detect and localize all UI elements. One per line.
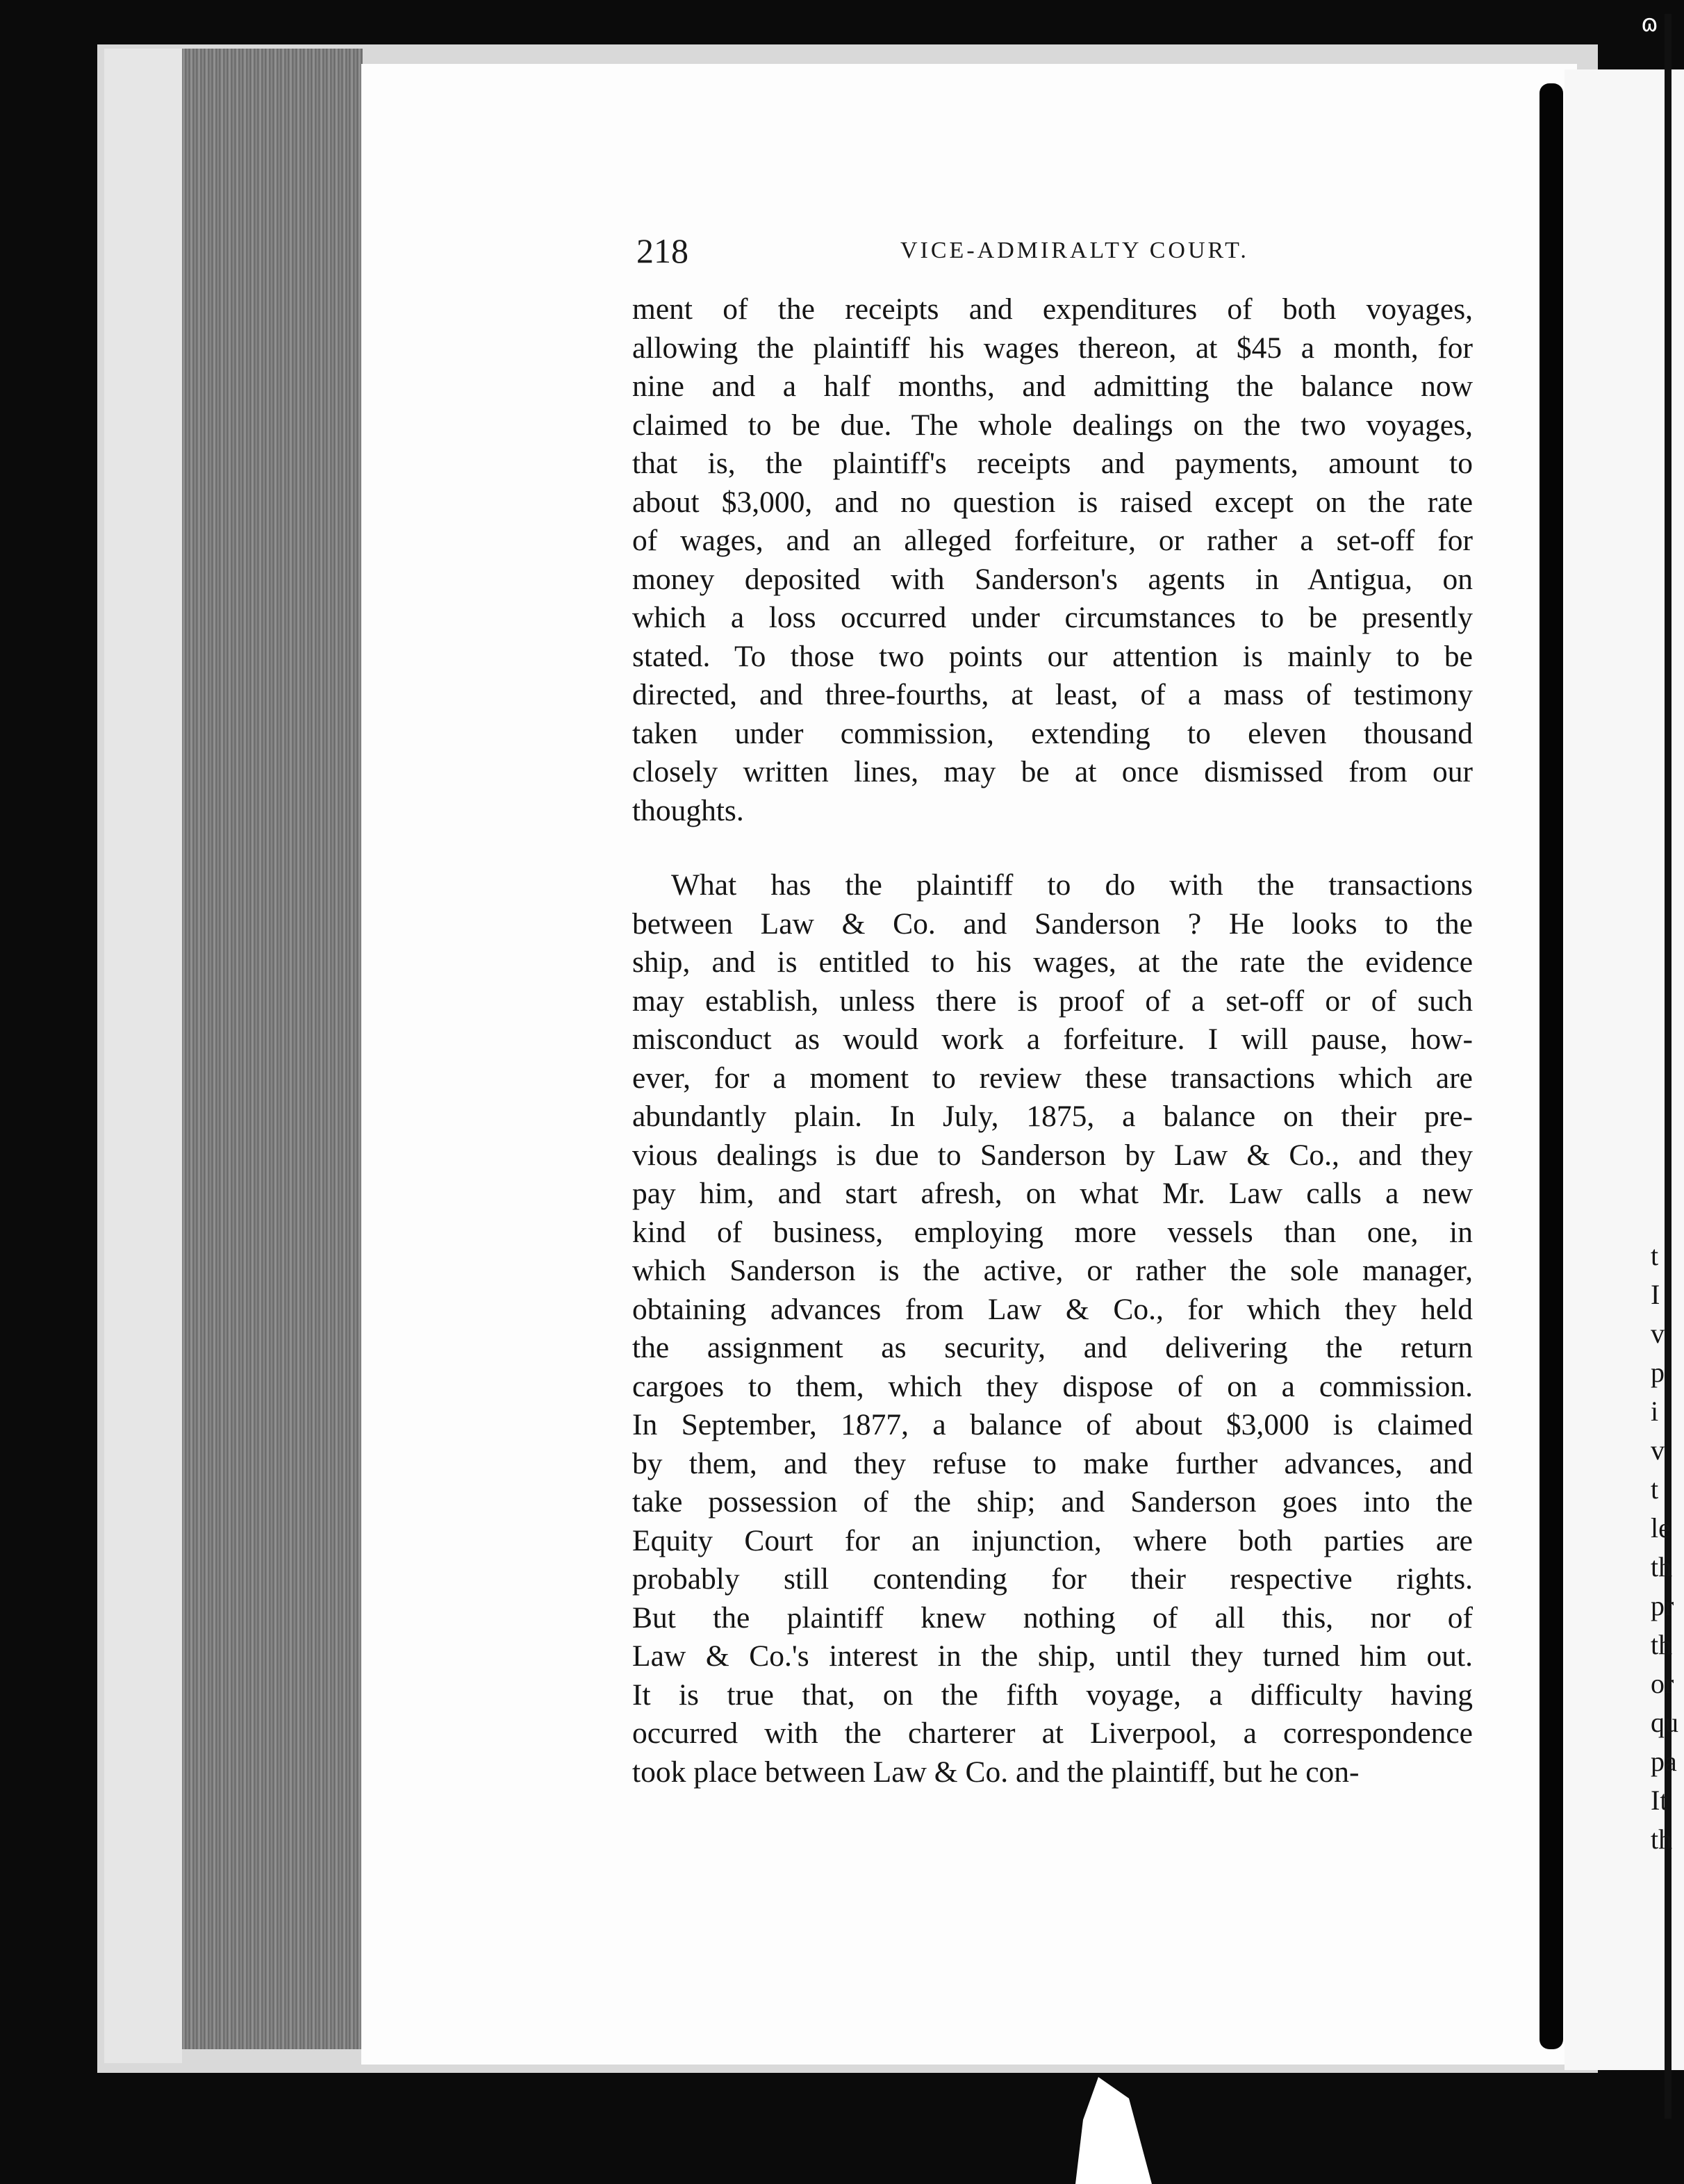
facing-page-fragment: th — [1651, 1823, 1673, 1855]
facing-page-fragment: v — [1651, 1318, 1665, 1349]
text-line: ship, and is entitled to his wages, at the rate the evidence — [632, 945, 1473, 979]
running-head — [636, 231, 1470, 272]
text-line: that is, the plaintiff's receipts and payments, amount to — [632, 447, 1473, 480]
body-text — [632, 290, 1473, 1792]
facing-page-fragment: pa — [1651, 1746, 1677, 1777]
text-line: take possession of the ship; and Sanderson goes into the — [632, 1485, 1473, 1519]
page-stack-edges — [182, 49, 363, 2049]
text-line: closely written lines, may be at once dismissed from our — [632, 755, 1473, 788]
text-line: which Sanderson is the active, or rather the sole manager, — [632, 1254, 1473, 1287]
paragraph-2 — [632, 866, 1473, 1792]
facing-page-fragment: le — [1651, 1512, 1671, 1544]
text-line: Equity Court for an injunction, where both parties are — [632, 1523, 1473, 1557]
text-line: the assignment as security, and delivering the return — [632, 1331, 1473, 1364]
text-line: pay him, and start afresh, on what Mr. Law calls a new — [632, 1177, 1473, 1210]
facing-page-fragment: v — [1651, 1434, 1665, 1466]
text-line: allowing the plaintiff his wages thereon, at $45 a month, for — [632, 331, 1473, 365]
text-line: ment of the receipts and expenditures of both voyages, — [632, 292, 1473, 326]
text-line: taken under commission, extending to eleven thousand — [632, 716, 1473, 750]
text-line: It is true that, on the fifth voyage, a difficulty having — [632, 1678, 1473, 1712]
facing-page-fragment: th — [1651, 1629, 1673, 1660]
facing-page-fragment: t — [1651, 1240, 1659, 1271]
text-line: stated. To those two points our attention is mainly to be — [632, 639, 1473, 673]
facing-page-fragment: t — [1651, 1473, 1659, 1505]
facing-page-fragment: pr — [1651, 1590, 1674, 1621]
text-line: In September, 1877, a balance of about $3,000 is claimed — [632, 1408, 1473, 1441]
facing-page-fragment: th — [1651, 1551, 1673, 1582]
text-line: directed, and three-fourths, at least, of a mass of testimony — [632, 678, 1473, 711]
paragraph-gap — [632, 830, 1473, 866]
text-line: obtaining advances from Law & Co., for which they held — [632, 1292, 1473, 1326]
text-line: ever, for a moment to review these transactions which are — [632, 1061, 1473, 1095]
text-line: claimed to be due. The whole dealings on the two voyages, — [632, 408, 1473, 442]
text-line: vious dealings is due to Sanderson by Law & Co., and they — [632, 1138, 1473, 1172]
text-line: about $3,000, and no question is raised except on the rate — [632, 485, 1473, 519]
text-line: of wages, and an alleged forfeiture, or rather a set-off for — [632, 524, 1473, 557]
facing-page-fragment: i — [1651, 1396, 1659, 1427]
paragraph-1 — [632, 290, 1473, 830]
text-line: nine and a half months, and admitting the balance now — [632, 370, 1473, 403]
book-gutter — [1539, 83, 1563, 2049]
scan-corner-mark: ɷ — [1641, 10, 1658, 38]
book-edge-light — [104, 49, 182, 2063]
page-number: 218 — [636, 231, 688, 270]
text-line: Law & Co.'s interest in the ship, until they turned him out. — [632, 1639, 1473, 1673]
facing-page-fragment: qu — [1651, 1707, 1678, 1738]
facing-page-fragment: p — [1651, 1357, 1665, 1388]
facing-page-fragment: I — [1651, 1279, 1660, 1310]
text-line: thoughts. — [632, 793, 744, 827]
text-line: But the plaintiff knew nothing of all this, nor of — [632, 1600, 1473, 1635]
text-line: kind of business, employing more vessels than one, in — [632, 1215, 1473, 1249]
text-line: money deposited with Sanderson's agents in Antigua, on — [632, 562, 1473, 596]
text-line: may establish, unless there is proof of a set-off or of such — [632, 984, 1473, 1018]
text-line: What has the plaintiff to do with the transactions — [671, 868, 1473, 902]
running-head-title: VICE-ADMIRALTY COURT. — [900, 238, 1249, 263]
facing-page-fragment: It — [1651, 1785, 1668, 1816]
text-line: by them, and they refuse to make further advances, and — [632, 1446, 1473, 1480]
scan-artifact — [1075, 2077, 1152, 2184]
facing-page-fragment: or — [1651, 1668, 1674, 1699]
text-line: abundantly plain. In July, 1875, a balance on their pre- — [632, 1100, 1473, 1133]
text-line: probably still contending for their respective rights. — [632, 1562, 1473, 1596]
text-line: cargoes to them, which they dispose of on a commission. — [632, 1369, 1473, 1403]
text-line: took place between Law & Co. and the plaintiff, but he con- — [632, 1755, 1360, 1789]
text-line: which a loss occurred under circumstances to be presently — [632, 601, 1473, 634]
text-line: between Law & Co. and Sanderson ? He looks to the — [632, 907, 1473, 941]
text-line: misconduct as would work a forfeiture. I will pause, how- — [632, 1023, 1473, 1056]
text-line: occurred with the charterer at Liverpool, a correspondence — [632, 1716, 1473, 1750]
facing-page-text-fragments — [1651, 1236, 1678, 1859]
